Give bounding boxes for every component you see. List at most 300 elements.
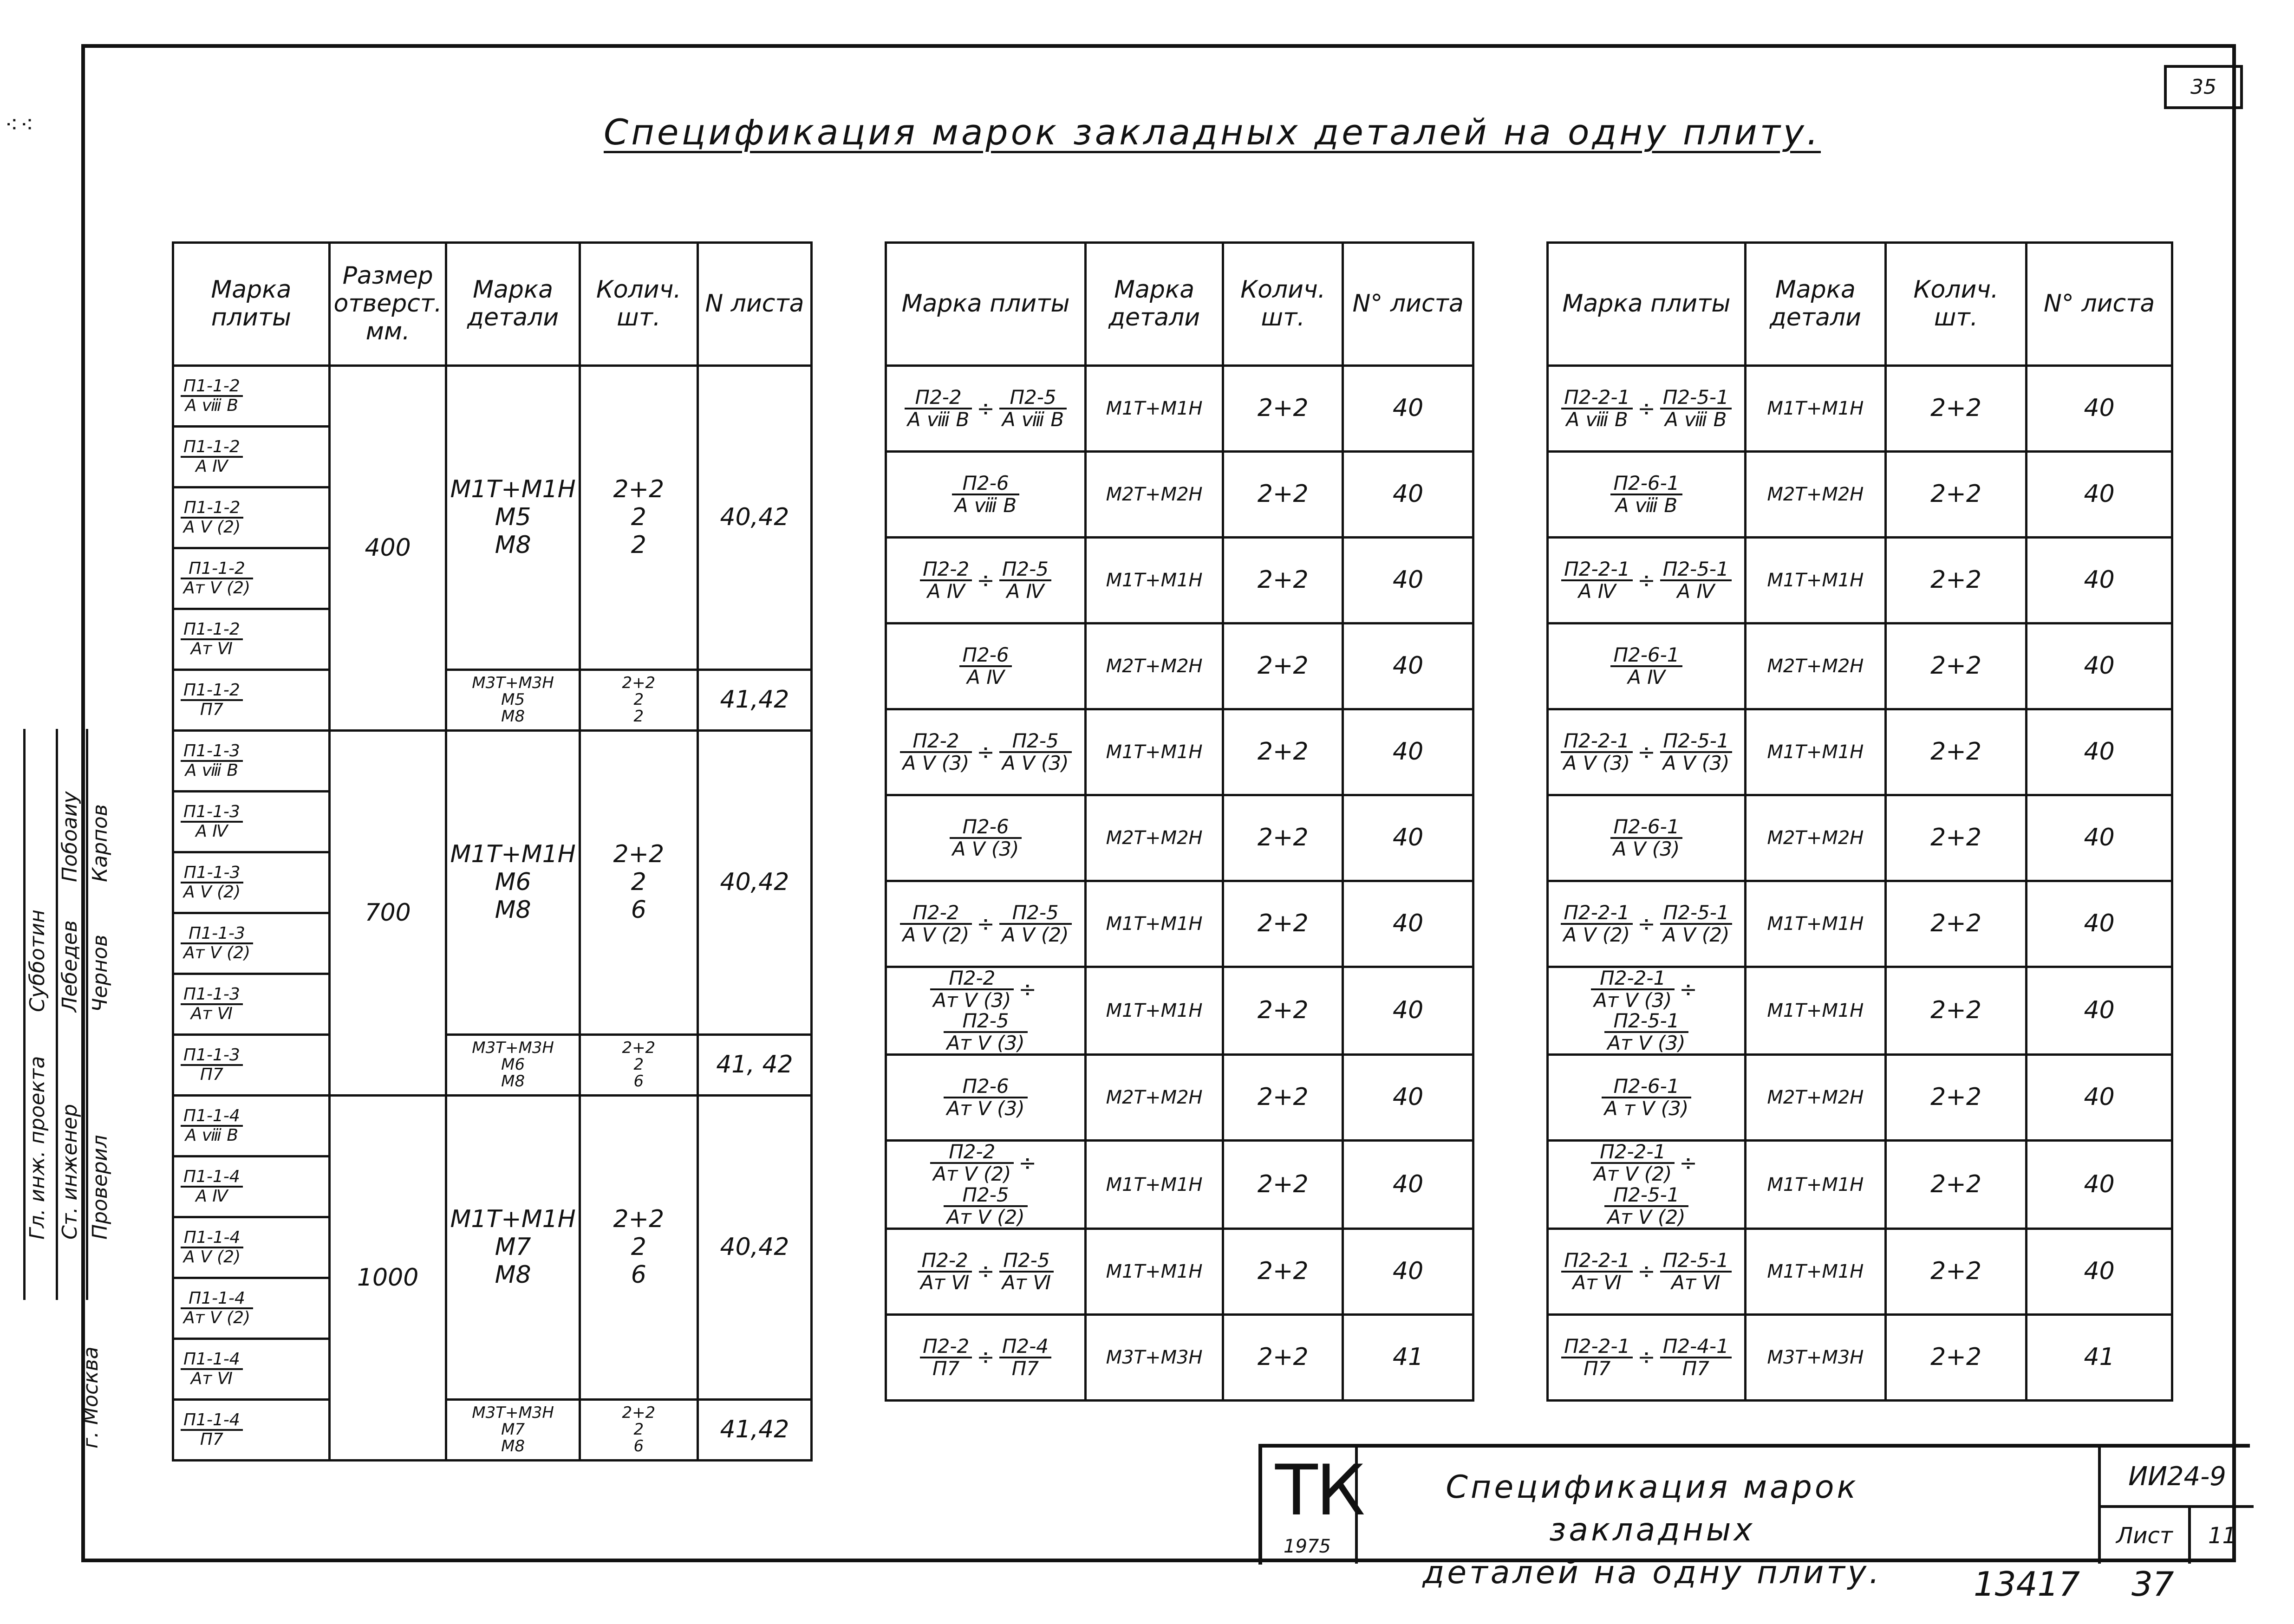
- col-plate-mark: Марка плиты: [886, 243, 1086, 366]
- plate-mark-top: П2-5-1: [1604, 1185, 1688, 1207]
- plate-mark-bottom: А ⅷ В: [1002, 408, 1064, 431]
- plate-mark-fraction: [930, 1142, 1014, 1184]
- sheet-cell: 40: [2027, 1055, 2172, 1141]
- plate-mark-fraction: [1561, 1336, 1633, 1379]
- table-row: [886, 1141, 1473, 1228]
- qty-cell: [580, 1096, 697, 1400]
- detail-mark-cell: М1Т+М1Н: [1745, 1141, 1885, 1228]
- left-stamp-strip: [9, 715, 112, 1504]
- plate-mark-top: П2-5: [999, 1250, 1054, 1273]
- plate-mark-bottom: Ат Ⅴ (2): [183, 1308, 251, 1327]
- plate-mark-fraction: [905, 387, 972, 430]
- stamp-name-3: Чернов: [88, 935, 112, 1012]
- plate-mark-fraction: [1591, 1142, 1675, 1184]
- detail-mark-cell: [446, 670, 580, 731]
- plate-mark-bottom: Ат Ⅴ (2): [933, 1163, 1011, 1186]
- plate-mark-cell: [1548, 1141, 1746, 1228]
- plate-mark-bottom: А ⅷ В: [185, 761, 239, 780]
- detail-mark-cell: М2Т+М2Н: [1745, 795, 1885, 881]
- detail-mark-cell: М3Т+М3Н: [1086, 1314, 1223, 1400]
- sheet-cell: 40: [2027, 538, 2172, 624]
- plate-mark-top: П2-6: [952, 473, 1019, 495]
- table-row: [886, 709, 1473, 795]
- plate-mark-bottom: П7: [200, 1430, 223, 1449]
- sheet-cell: 40: [1343, 1055, 1473, 1141]
- title-block-year: 1975: [1284, 1536, 1331, 1557]
- table-row: [886, 881, 1473, 967]
- sheet-cell: 40: [2027, 967, 2172, 1055]
- sheet-cell: 40: [1343, 1141, 1473, 1228]
- sheet-cell: 40: [2027, 709, 2172, 795]
- tk-logo: ТК: [1275, 1450, 1364, 1531]
- qty-cell: [580, 731, 697, 1035]
- stacked-value: 6: [633, 1072, 644, 1091]
- plate-mark-bottom: А Ⅴ (2): [183, 518, 241, 537]
- stacked-value: М7: [501, 1420, 525, 1439]
- stacked-values: [584, 841, 694, 924]
- plate-mark-fraction: [1591, 968, 1675, 1011]
- stacked-value: М1Т+М1Н: [450, 475, 576, 504]
- plate-mark-top: П2-6-1: [1610, 645, 1682, 667]
- stacked-value: М6: [495, 868, 531, 896]
- sheet-cell: 40: [1343, 967, 1473, 1055]
- stamp-role-1: Гл. инж. проекта: [26, 1056, 49, 1240]
- stacked-value: 2: [633, 1055, 644, 1074]
- plate-mark-bottom: Ат Ⅵ: [920, 1271, 970, 1294]
- detail-mark-cell: М1Т+М1Н: [1745, 881, 1885, 967]
- plate-mark-fraction: [181, 682, 243, 719]
- plate-mark-fraction: [1660, 903, 1733, 945]
- sheet-cell: 41: [2027, 1314, 2172, 1400]
- range-divider-icon: ÷: [1637, 1345, 1655, 1370]
- plate-mark-top: П2-5: [999, 903, 1072, 925]
- range-divider-icon: ÷: [977, 567, 995, 593]
- description-line-1: Спецификация марок закладных: [1446, 1469, 1859, 1548]
- stacked-value: М5: [501, 690, 525, 709]
- plate-mark-fraction: [1561, 1250, 1633, 1293]
- spec-table-1: [172, 241, 813, 1462]
- plate-mark-bottom: Ат Ⅴ (3): [946, 1097, 1025, 1120]
- plate-mark-top: П1-1-3: [181, 986, 243, 1005]
- stamp-name-5: Карпов: [88, 804, 112, 882]
- col-qty: Колич. шт.: [1223, 243, 1343, 366]
- plate-mark-cell: [1548, 452, 1746, 538]
- stamp-name-1: Субботин: [26, 909, 49, 1012]
- table-row: [173, 1400, 812, 1461]
- plate-mark-fraction: [900, 731, 972, 773]
- detail-mark-cell: [446, 1035, 580, 1096]
- plate-mark-fraction: [1610, 645, 1682, 688]
- table-row: [1548, 366, 2172, 452]
- qty-cell: 2+2: [1885, 709, 2026, 795]
- plate-mark-fraction: [181, 925, 253, 962]
- plate-mark-bottom: П7: [932, 1357, 960, 1380]
- title-block-description: [1374, 1466, 1931, 1594]
- plate-mark-fraction: [181, 560, 253, 597]
- plate-mark-fraction: [181, 1290, 253, 1327]
- sheet-cell: 40,42: [697, 366, 811, 670]
- plate-mark-fraction: [1561, 559, 1633, 602]
- stacked-values: [450, 841, 575, 924]
- plate-mark-bottom: А ⅷ В: [185, 396, 239, 415]
- spec-table-2: [885, 241, 1474, 1402]
- plate-mark-bottom: А ⅷ В: [1566, 408, 1628, 431]
- sheet-cell: 40: [2027, 1228, 2172, 1314]
- plate-mark-bottom: Ат Ⅴ (2): [183, 578, 251, 598]
- plate-mark-bottom: П7: [200, 700, 223, 719]
- plate-mark-cell: [886, 709, 1086, 795]
- plate-mark-fraction: [930, 968, 1014, 1011]
- sheet-cell: 41,42: [697, 670, 811, 731]
- range-divider-icon: ÷: [1018, 1150, 1036, 1176]
- detail-mark-cell: М1Т+М1Н: [1086, 538, 1223, 624]
- detail-mark-cell: [446, 731, 580, 1035]
- col-qty: Колич. шт.: [580, 243, 697, 366]
- plate-mark-top: П1-1-3: [181, 1046, 243, 1066]
- stacked-value: 2: [631, 503, 646, 532]
- plate-mark-cell: [886, 967, 1086, 1055]
- plate-mark-fraction: [181, 803, 243, 840]
- plate-mark-top: П2-2-1: [1561, 731, 1633, 753]
- sheet-cell: 40: [1343, 624, 1473, 709]
- plate-mark-top: П2-5-1: [1660, 1250, 1732, 1273]
- detail-mark-cell: [446, 1400, 580, 1461]
- qty-cell: 2+2: [1223, 709, 1343, 795]
- range-divider-icon: ÷: [1637, 911, 1655, 936]
- qty-cell: 2+2: [1885, 624, 2026, 709]
- sheet-cell: 40: [2027, 1141, 2172, 1228]
- stacked-value: М3Т+М3Н: [472, 1403, 554, 1423]
- range-divider-icon: ÷: [977, 1345, 995, 1370]
- plate-mark-top: П1-1-2: [181, 560, 253, 579]
- qty-cell: 2+2: [1885, 538, 2026, 624]
- detail-mark-cell: М1Т+М1Н: [1086, 967, 1223, 1055]
- qty-cell: [580, 366, 697, 670]
- plate-mark-fraction: [1660, 559, 1732, 602]
- plate-mark-fraction: [181, 986, 243, 1023]
- stacked-value: 2+2: [622, 674, 656, 693]
- stacked-value: 2: [631, 1233, 646, 1261]
- stacked-value: 2+2: [613, 840, 665, 869]
- plate-mark-top: П2-2-1: [1591, 1142, 1675, 1164]
- qty-cell: 2+2: [1223, 366, 1343, 452]
- plate-mark-fraction: [999, 1250, 1054, 1293]
- plate-mark-cell: [886, 1228, 1086, 1314]
- stacked-values: [584, 1040, 694, 1090]
- stacked-value: М7: [495, 1233, 531, 1261]
- plate-mark-fraction: [1604, 1185, 1688, 1228]
- stacked-values: [450, 675, 575, 725]
- detail-mark-cell: М2Т+М2Н: [1086, 452, 1223, 538]
- plate-mark-cell: [173, 548, 330, 609]
- plate-mark-top: П2-6: [944, 1076, 1027, 1098]
- plate-mark-top: П2-4: [999, 1336, 1051, 1358]
- plate-mark-top: П2-5-1: [1660, 903, 1733, 925]
- col-plate-mark: Марка плиты: [173, 243, 330, 366]
- plate-mark-bottom: А Ⅴ (3): [902, 752, 970, 774]
- table-row: [173, 1096, 812, 1156]
- qty-cell: 2+2: [1885, 881, 2026, 967]
- plate-mark-cell: [886, 1141, 1086, 1228]
- plate-mark-top: П2-2: [918, 1250, 972, 1273]
- plate-mark-bottom: П7: [1584, 1357, 1611, 1380]
- detail-mark-cell: М1Т+М1Н: [1745, 538, 1885, 624]
- detail-mark-cell: М1Т+М1Н: [1745, 1228, 1885, 1314]
- plate-mark-bottom: Ат Ⅵ: [190, 1004, 233, 1023]
- spec-table-3: [1546, 241, 2173, 1402]
- plate-mark-cell: [173, 1339, 330, 1400]
- spec-table-1-body: [173, 366, 812, 1461]
- sheet-cell: 40: [1343, 881, 1473, 967]
- plate-mark-bottom: Ат Ⅵ: [190, 639, 233, 658]
- range-divider-icon: ÷: [1637, 396, 1655, 421]
- plate-mark-cell: [886, 538, 1086, 624]
- plate-mark-bottom: Ат Ⅴ (3): [946, 1032, 1025, 1055]
- sheet-cell: 40: [1343, 1228, 1473, 1314]
- sheet-cell: 40,42: [697, 1096, 811, 1400]
- col-detail-mark: Марка детали: [1745, 243, 1885, 366]
- stacked-value: М6: [501, 1055, 525, 1074]
- plate-mark-bottom: А ⅷ В: [185, 1126, 239, 1145]
- stacked-value: М1Т+М1Н: [450, 1205, 576, 1234]
- plate-mark-top: П2-6: [950, 817, 1022, 839]
- plate-mark-cell: [1548, 538, 1746, 624]
- table-row: [1548, 1228, 2172, 1314]
- plate-mark-fraction: [920, 1336, 972, 1379]
- qty-cell: 2+2: [1885, 1314, 2026, 1400]
- table-row: [1548, 1141, 2172, 1228]
- col-hole-size: Размер отверст. мм.: [329, 243, 446, 366]
- table-row: [173, 731, 812, 792]
- plate-mark-top: П1-1-2: [181, 499, 243, 519]
- plate-mark-fraction: [181, 438, 243, 475]
- plate-mark-fraction: [1660, 731, 1733, 773]
- plate-mark-fraction: [181, 377, 243, 415]
- range-divider-icon: ÷: [977, 739, 995, 765]
- sheet-cell: 41, 42: [697, 1035, 811, 1096]
- plate-mark-fraction: [1561, 903, 1633, 945]
- hole-size-cell: 1000: [329, 1096, 446, 1461]
- plate-mark-fraction: [1660, 1336, 1732, 1379]
- plate-mark-cell: [173, 731, 330, 792]
- sheet-number: 11: [2208, 1523, 2237, 1549]
- plate-mark-top: П2-2: [930, 1142, 1014, 1164]
- plate-mark-top: П2-4-1: [1660, 1336, 1732, 1358]
- table-row: [173, 1035, 812, 1096]
- plate-mark-top: П2-6-1: [1610, 817, 1683, 839]
- stacked-value: 6: [631, 896, 646, 924]
- plate-mark-top: П1-1-4: [181, 1290, 253, 1309]
- sheet-cell: 40: [1343, 366, 1473, 452]
- sheet-cell: 40: [2027, 795, 2172, 881]
- archive-number: 13417: [1974, 1565, 2080, 1604]
- table-row: [886, 452, 1473, 538]
- stacked-values: [450, 1040, 575, 1090]
- hole-size-cell: 700: [329, 731, 446, 1096]
- plate-mark-top: П1-1-4: [181, 1168, 243, 1188]
- col-detail-mark: Марка детали: [1086, 243, 1223, 366]
- plate-mark-bottom: А Ⅳ: [1628, 666, 1665, 689]
- col-sheet: N° листа: [1343, 243, 1473, 366]
- stacked-value: М3Т+М3Н: [472, 674, 554, 693]
- detail-mark-cell: М3Т+М3Н: [1745, 1314, 1885, 1400]
- plate-mark-cell: [1548, 624, 1746, 709]
- plate-mark-bottom: А Ⅳ: [1677, 580, 1715, 603]
- qty-cell: 2+2: [1223, 624, 1343, 709]
- plate-mark-fraction: [1604, 1011, 1688, 1053]
- qty-cell: 2+2: [1885, 1055, 2026, 1141]
- plate-mark-bottom: А Ⅳ: [196, 822, 228, 841]
- qty-cell: 2+2: [1223, 538, 1343, 624]
- plate-mark-bottom: А Ⅳ: [927, 580, 965, 603]
- qty-cell: 2+2: [1885, 795, 2026, 881]
- plate-mark-cell: [173, 974, 330, 1035]
- table-row: [886, 967, 1473, 1055]
- plate-mark-top: П1-1-3: [181, 742, 243, 762]
- plate-mark-top: П1-1-4: [181, 1351, 243, 1370]
- plate-mark-cell: [1548, 1228, 1746, 1314]
- plate-mark-bottom: П7: [1682, 1357, 1709, 1380]
- table-row: [886, 624, 1473, 709]
- plate-mark-fraction: [959, 645, 1011, 688]
- plate-mark-fraction: [900, 903, 972, 945]
- stacked-values: [584, 675, 694, 725]
- stamp-city: г. Москва: [79, 1346, 103, 1449]
- plate-mark-top: П2-2-1: [1561, 1336, 1633, 1358]
- plate-mark-cell: [173, 1400, 330, 1461]
- plate-mark-cell: [1548, 795, 1746, 881]
- stamp-name-2: Лебедев: [58, 920, 82, 1012]
- plate-mark-cell: [173, 1278, 330, 1339]
- range-divider-icon: ÷: [977, 911, 995, 936]
- stacked-value: М8: [495, 1260, 531, 1289]
- plate-mark-cell: [1548, 881, 1746, 967]
- plate-mark-fraction: [181, 1411, 243, 1449]
- plate-mark-top: П2-5-1: [1660, 387, 1732, 409]
- plate-mark-cell: [173, 366, 330, 427]
- plate-mark-fraction: [1602, 1076, 1691, 1119]
- stacked-values: [450, 1405, 575, 1455]
- table-row: [886, 795, 1473, 881]
- plate-mark-cell: [1548, 366, 1746, 452]
- plate-mark-cell: [173, 1035, 330, 1096]
- plate-mark-bottom: А ⅷ В: [1665, 408, 1727, 431]
- col-qty: Колич. шт.: [1885, 243, 2026, 366]
- plate-mark-bottom: Ат Ⅴ (2): [1594, 1163, 1672, 1186]
- sheet-cell: 41,42: [697, 1400, 811, 1461]
- plate-mark-top: П2-2: [930, 968, 1014, 990]
- plate-mark-top: П1-1-2: [181, 438, 243, 458]
- table-row: [1548, 452, 2172, 538]
- stacked-value: 2: [631, 868, 646, 896]
- plate-mark-bottom: А Ⅳ: [967, 666, 1004, 689]
- table-row: [886, 1228, 1473, 1314]
- plate-mark-bottom: А Ⅴ (2): [902, 923, 970, 946]
- qty-cell: 2+2: [1223, 1314, 1343, 1400]
- detail-mark-cell: М2Т+М2Н: [1745, 624, 1885, 709]
- stacked-value: 2+2: [613, 1205, 665, 1234]
- detail-mark-cell: [446, 366, 580, 670]
- plate-mark-fraction: [181, 1351, 243, 1388]
- plate-mark-fraction: [1610, 817, 1683, 859]
- title-block-logo-cell: [1262, 1448, 1364, 1564]
- plate-mark-bottom: П7: [200, 1065, 223, 1084]
- plate-mark-fraction: [1610, 473, 1682, 516]
- plate-mark-fraction: [920, 559, 972, 602]
- qty-cell: 2+2: [1885, 452, 2026, 538]
- spec-table-3-body: [1548, 366, 2172, 1401]
- qty-cell: 2+2: [1223, 452, 1343, 538]
- plate-mark-top: П1-1-4: [181, 1229, 243, 1248]
- plate-mark-top: П1-1-3: [181, 925, 253, 944]
- qty-cell: 2+2: [1885, 967, 2026, 1055]
- table-row: [1548, 1314, 2172, 1400]
- range-divider-icon: ÷: [1679, 976, 1697, 1002]
- range-divider-icon: ÷: [977, 1259, 995, 1284]
- stamp-role-3: Проверил: [88, 1135, 112, 1240]
- detail-mark-cell: М1Т+М1Н: [1086, 1141, 1223, 1228]
- plate-mark-cell: [886, 795, 1086, 881]
- detail-mark-cell: М1Т+М1Н: [1745, 967, 1885, 1055]
- detail-mark-cell: М1Т+М1Н: [1086, 366, 1223, 452]
- sheet-cell: 41: [1343, 1314, 1473, 1400]
- plate-mark-fraction: [1561, 387, 1633, 430]
- table-row: [1548, 881, 2172, 967]
- hole-size-cell: 400: [329, 366, 446, 731]
- plate-mark-top: П2-2: [920, 1336, 972, 1358]
- qty-cell: [580, 1035, 697, 1096]
- detail-mark-cell: [446, 1096, 580, 1400]
- plate-mark-bottom: Ат Ⅴ (3): [1607, 1032, 1686, 1055]
- plate-mark-top: П2-6: [959, 645, 1011, 667]
- plate-mark-fraction: [1561, 731, 1633, 773]
- stacked-value: М8: [501, 1436, 525, 1455]
- plate-mark-bottom: А Ⅴ (3): [1002, 752, 1069, 774]
- stacked-values: [450, 1206, 575, 1289]
- range-divider-icon: ÷: [977, 396, 995, 421]
- plate-mark-fraction: [999, 559, 1051, 602]
- plate-mark-bottom: А Ⅴ (3): [1563, 752, 1630, 774]
- plate-mark-top: П2-2-1: [1591, 968, 1675, 990]
- table-row: [886, 1314, 1473, 1400]
- plate-mark-top: П1-1-3: [181, 864, 243, 883]
- plate-mark-cell: [173, 792, 330, 852]
- detail-mark-cell: М2Т+М2Н: [1086, 795, 1223, 881]
- plate-mark-fraction: [950, 817, 1022, 859]
- plate-mark-fraction: [999, 731, 1072, 773]
- plate-mark-top: П1-1-3: [181, 803, 243, 823]
- stacked-value: 6: [631, 1260, 646, 1289]
- table-row: [1548, 538, 2172, 624]
- col-plate-mark: Марка плиты: [1548, 243, 1746, 366]
- plate-mark-fraction: [181, 1229, 243, 1266]
- table-row: [1548, 967, 2172, 1055]
- plate-mark-cell: [173, 670, 330, 731]
- plate-mark-fraction: [181, 621, 243, 658]
- plate-mark-fraction: [999, 1336, 1051, 1379]
- table-row: [1548, 624, 2172, 709]
- qty-cell: 2+2: [1223, 795, 1343, 881]
- stacked-value: М8: [495, 531, 531, 559]
- qty-cell: [580, 1400, 697, 1461]
- plate-mark-bottom: А Ⅴ (3): [1613, 838, 1680, 860]
- table-row: [886, 366, 1473, 452]
- table-row: [886, 538, 1473, 624]
- plate-mark-fraction: [181, 1107, 243, 1144]
- stacked-value: 2: [633, 1420, 644, 1439]
- range-divider-icon: ÷: [1679, 1150, 1697, 1176]
- plate-mark-fraction: [181, 1168, 243, 1205]
